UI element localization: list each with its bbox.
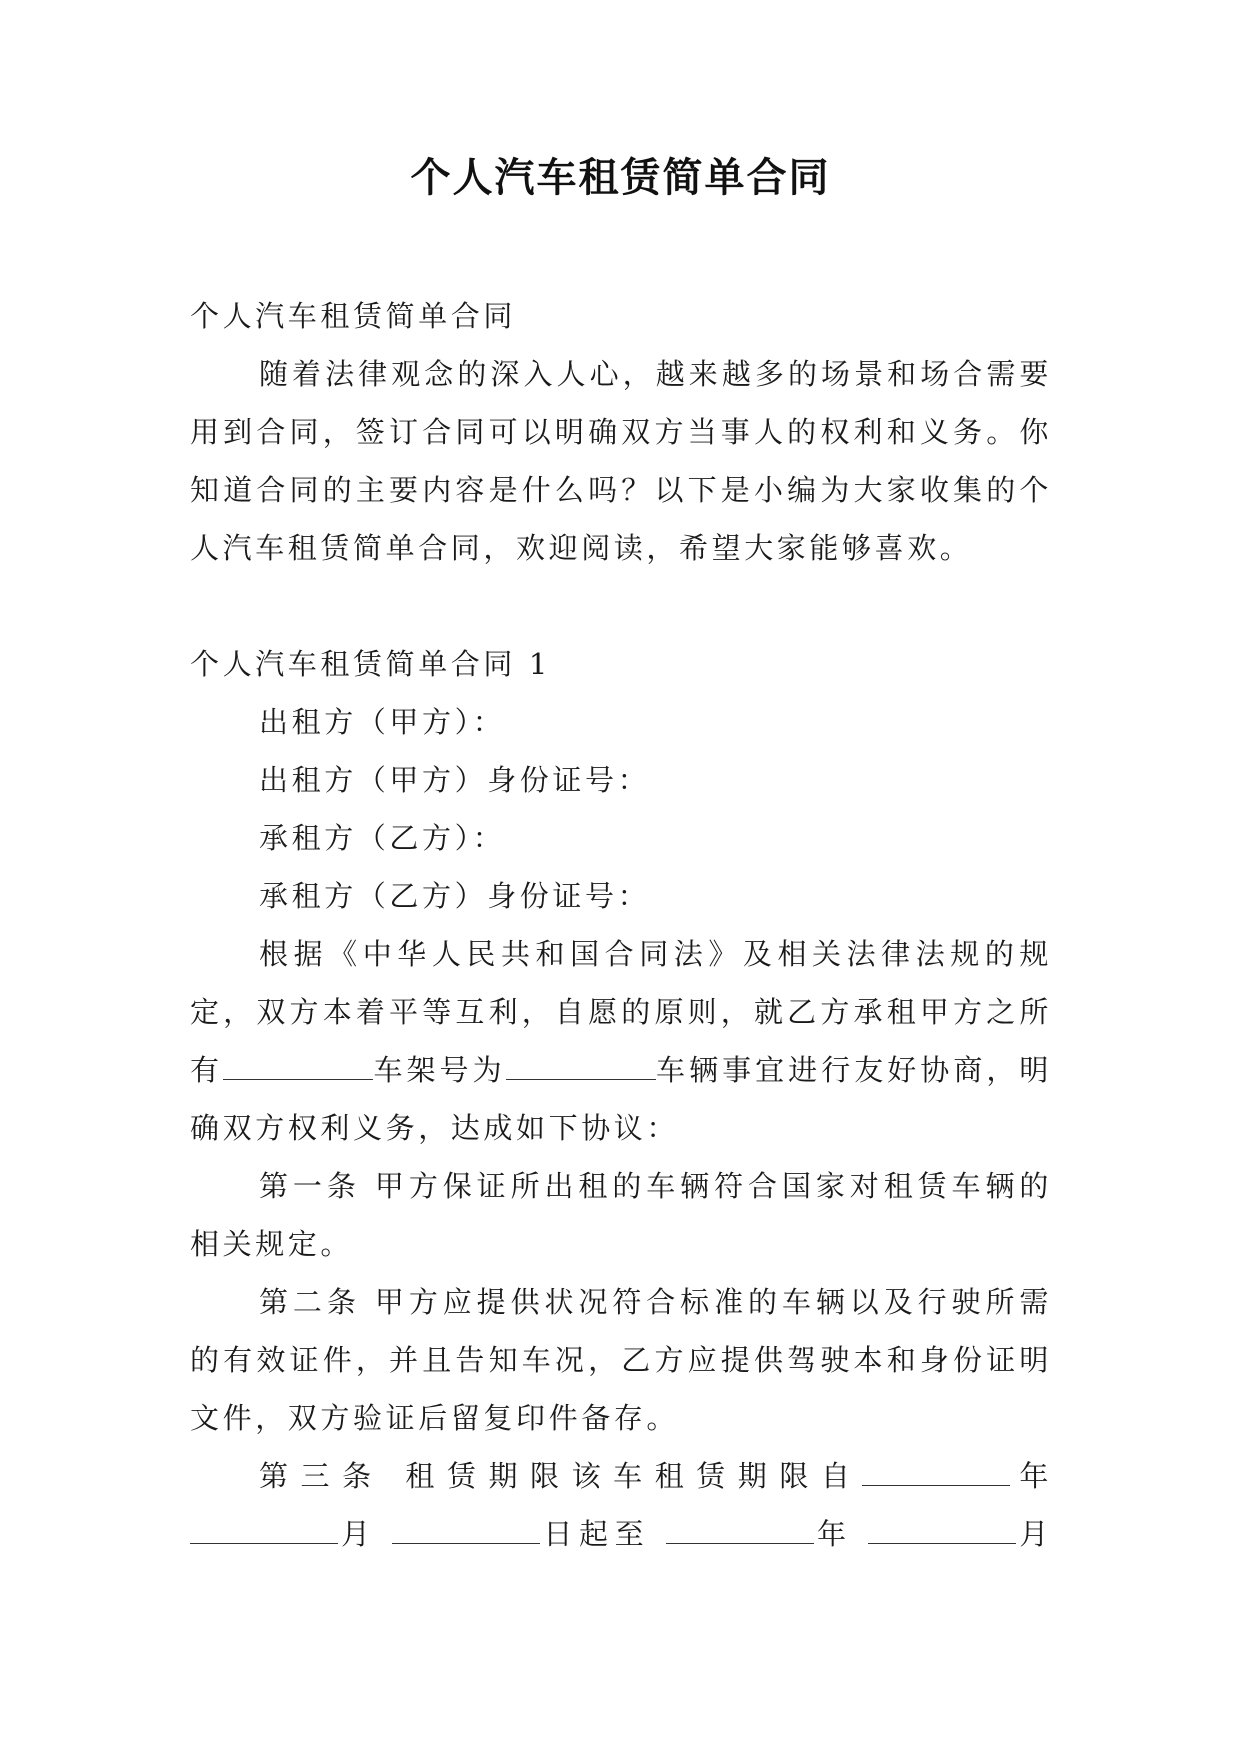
vin-blank	[506, 1049, 656, 1080]
basis-text-1: 根据《中华人民共和国合同法》及相关法律法规的规定，双方本着平等互利，自愿的原则，就乙方承租甲方之所有	[190, 937, 1052, 1087]
article-2: 第二条 甲方应提供状况符合标准的车辆以及行驶所需的有效证件，并且告知车况，乙方应提供驾驶本和身份证明文件，双方验证后留复印件备存。	[190, 1285, 1052, 1435]
intro-heading: 个人汽车租赁简单合同	[190, 299, 517, 333]
party-b-id-line: 承租方（乙方）身份证号：	[259, 879, 651, 913]
end-month-blank	[868, 1513, 1016, 1544]
start-year-label: 年	[1010, 1459, 1053, 1493]
end-year-label: 年	[813, 1517, 853, 1551]
party-a-id-line: 出租方（甲方）身份证号：	[259, 763, 651, 797]
document-body	[190, 287, 1052, 1563]
article-3	[190, 1447, 1052, 1563]
document-title: 个人汽车租赁简单合同	[410, 154, 831, 201]
section-heading: 个人汽车租赁简单合同 1	[190, 647, 551, 681]
end-month-label: 月	[1016, 1517, 1052, 1551]
article-1: 第一条 甲方保证所出租的车辆符合国家对租赁车辆的相关规定。	[190, 1169, 1052, 1261]
party-b-line: 承租方（乙方）：	[259, 821, 506, 855]
start-day-blank	[392, 1513, 540, 1544]
end-year-blank	[666, 1513, 814, 1544]
start-year-blank	[862, 1455, 1010, 1486]
start-day-label: 日起至	[540, 1517, 651, 1551]
intro-paragraph: 随着法律观念的深入人心，越来越多的场景和场合需要用到合同，签订合同可以明确双方当事人的权利和义务。你知道合同的主要内容是什么吗？以下是小编为大家收集的个人汽车租赁简单合同，欢迎阅读，希望大家能够喜欢。	[190, 357, 1052, 565]
start-month-label: 月	[338, 1517, 377, 1551]
start-month-blank	[190, 1513, 338, 1544]
basis-text-2: 车架号为	[373, 1053, 506, 1087]
vehicle-owner-blank	[223, 1049, 373, 1080]
basis-text-3: 车辆事宜进行友好协商，明确双方权利义务，达成如下协议：	[190, 1053, 1052, 1145]
article-3-text: 第三条 租赁期限该车租赁期限自	[259, 1459, 863, 1493]
contract-basis-paragraph	[190, 925, 1052, 1157]
party-a-line: 出租方（甲方）：	[259, 705, 506, 739]
